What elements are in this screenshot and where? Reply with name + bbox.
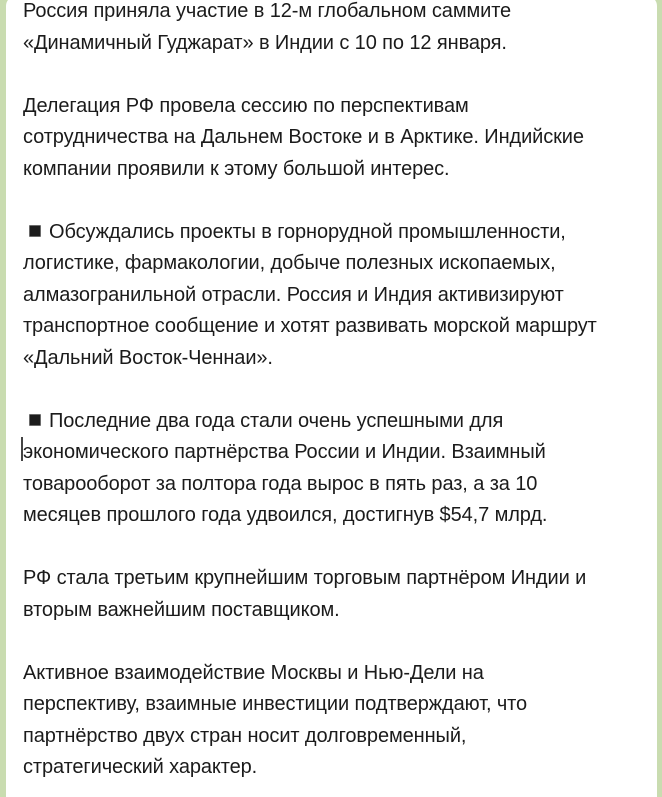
paragraph-gap [23,185,659,217]
black-square-icon [29,414,41,426]
text-line: транспортное сообщение и хотят развивать морской маршрут [23,315,597,337]
text-line [23,406,659,438]
paragraph-gap [23,374,659,406]
text-fragment: Обсуждались проекты в горнорудной промышленности, [49,220,566,243]
message-bubble [6,0,657,797]
text-line: «Дальний Восток-Ченнаи». [23,346,273,369]
text-fragment: Последние два года стали очень успешными для [49,409,504,432]
paragraph-trade-partner [23,563,659,626]
text-cursor [21,437,23,461]
text-line: партнёрство двух стран носит долговременный, [23,724,467,747]
text-line: перспективу, взаимные инвестиции подтверждают, что [23,693,528,715]
text-line: товарооборот за полтора года вырос в пять раз, а за 10 [23,472,538,495]
text-line: сотрудничества на Дальнем Востоке и в Арктике. Индийские [23,126,584,148]
text-line: вторым важнейшим поставщиком. [23,598,340,621]
paragraph-gap [23,626,659,658]
text-line: алмазогранильной отрасли. Россия и Индия активизируют [23,283,564,306]
paragraph-delegation [23,91,659,186]
text-line: логистике, фармакологии, добыче полезных ископаемых, [23,252,556,274]
message-text[interactable] [23,0,659,784]
text-line: Активное взаимодействие Москвы и Нью-Дели на [23,661,484,684]
text-line: экономического партнёрства России и Индии. Взаимный [23,441,546,463]
text-line: Россия приняла участие в 12-м глобальном саммите [23,0,512,22]
text-line: «Динамичный Гуджарат» в Индии с 10 по 12 января. [23,31,507,54]
paragraph-partnership [23,406,659,532]
text-line: стратегический характер. [23,756,258,778]
paragraph-interaction [23,658,659,784]
paragraph-summit [23,0,659,59]
paragraph-projects [23,217,659,375]
text-line: месяцев прошлого года удвоился, достигнув $54,7 млрд. [23,504,548,526]
text-line: Делегация РФ провела сессию по перспективам [23,94,469,117]
text-line: компании проявили к этому большой интерес. [23,157,450,180]
text-line: РФ стала третьим крупнейшим торговым партнёром Индии и [23,567,587,589]
paragraph-gap [23,59,659,91]
black-square-icon [29,225,41,237]
paragraph-gap [23,532,659,564]
text-line [23,217,659,249]
